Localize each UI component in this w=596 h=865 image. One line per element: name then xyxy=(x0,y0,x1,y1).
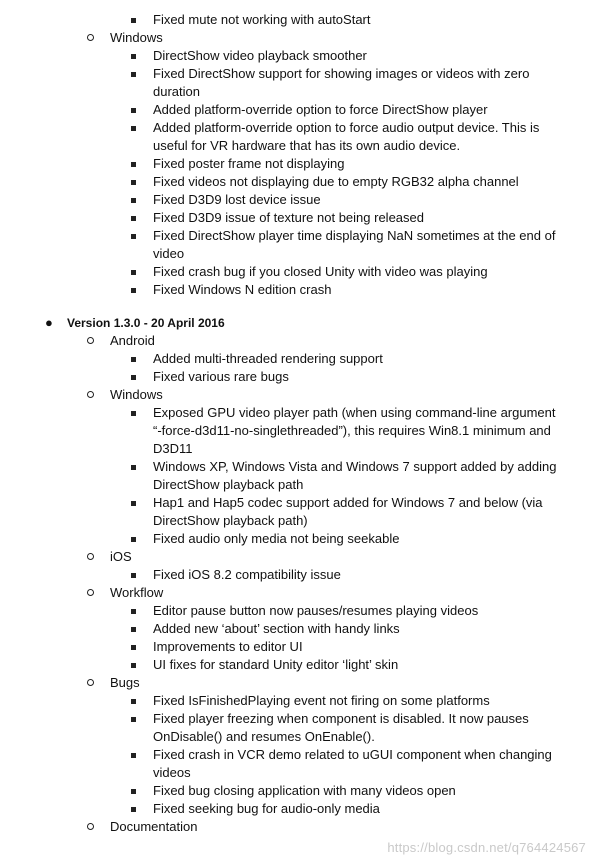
list-item xyxy=(0,191,596,209)
filled-square-bullet-icon xyxy=(131,162,136,167)
section-heading xyxy=(0,386,596,404)
item-text: Hap1 and Hap5 codec support added for Windows 7 and below (via DirectShow playback path) xyxy=(153,495,543,528)
filled-square-bullet-icon xyxy=(131,717,136,722)
list-item xyxy=(0,350,596,368)
list-item xyxy=(0,263,596,281)
item-text: Fixed mute not working with autoStart xyxy=(153,12,371,27)
filled-square-bullet-icon xyxy=(131,198,136,203)
section-heading xyxy=(0,674,596,692)
item-text: Fixed DirectShow support for showing images or videos with zero duration xyxy=(153,66,530,99)
section-heading xyxy=(0,818,596,836)
item-text: Improvements to editor UI xyxy=(153,639,303,654)
list-item xyxy=(0,281,596,299)
list-item xyxy=(0,404,596,458)
filled-square-bullet-icon xyxy=(131,126,136,131)
list-item xyxy=(0,746,596,782)
list-item xyxy=(0,566,596,584)
list-item xyxy=(0,155,596,173)
section-label: Android xyxy=(110,333,155,348)
list-item xyxy=(0,530,596,548)
open-circle-bullet-icon xyxy=(87,553,94,560)
item-text: Fixed seeking bug for audio-only media xyxy=(153,801,380,816)
section-workflow xyxy=(0,584,596,674)
filled-square-bullet-icon xyxy=(131,753,136,758)
filled-square-bullet-icon xyxy=(131,465,136,470)
item-text: Fixed D3D9 issue of texture not being released xyxy=(153,210,424,225)
list-item xyxy=(0,11,596,29)
item-text: Added multi-threaded rendering support xyxy=(153,351,383,366)
filled-square-bullet-icon xyxy=(131,573,136,578)
open-circle-bullet-icon xyxy=(87,34,94,41)
section-label: Windows xyxy=(110,387,163,402)
list-item xyxy=(0,65,596,101)
version-entry xyxy=(0,314,596,332)
item-text: Added platform-override option to force DirectShow player xyxy=(153,102,488,117)
section-documentation xyxy=(0,818,596,836)
section-bugs xyxy=(0,674,596,818)
list-item xyxy=(0,800,596,818)
item-text: Fixed player freezing when component is disabled. It now pauses OnDisable() and resumes OnEnable(). xyxy=(153,711,529,744)
open-circle-bullet-icon xyxy=(87,823,94,830)
section-label: Windows xyxy=(110,30,163,45)
item-text: Windows XP, Windows Vista and Windows 7 support added by adding DirectShow playback path xyxy=(153,459,557,492)
section-heading xyxy=(0,584,596,602)
section-android xyxy=(0,332,596,386)
filled-square-bullet-icon xyxy=(131,72,136,77)
filled-square-bullet-icon xyxy=(131,609,136,614)
version-heading: Version 1.3.0 - 20 April 2016 xyxy=(67,316,225,330)
filled-square-bullet-icon xyxy=(131,270,136,275)
item-text: Editor pause button now pauses/resumes playing videos xyxy=(153,603,479,618)
section-windows-prev xyxy=(0,29,596,47)
list-item xyxy=(0,602,596,620)
list-item xyxy=(0,710,596,746)
open-circle-bullet-icon xyxy=(87,337,94,344)
prev-windows-section xyxy=(0,29,596,47)
section-label: iOS xyxy=(110,549,132,564)
list-item xyxy=(0,620,596,638)
filled-square-bullet-icon xyxy=(131,180,136,185)
item-text: Fixed crash in VCR demo related to uGUI component when changing videos xyxy=(153,747,552,780)
filled-square-bullet-icon xyxy=(131,789,136,794)
section-label: Documentation xyxy=(110,819,198,834)
item-text: Fixed iOS 8.2 compatibility issue xyxy=(153,567,341,582)
open-circle-bullet-icon xyxy=(87,391,94,398)
item-text: Fixed DirectShow player time displaying NaN sometimes at the end of video xyxy=(153,228,556,261)
item-text: Fixed IsFinishedPlaying event not firing on some platforms xyxy=(153,693,490,708)
list-item xyxy=(0,494,596,530)
filled-square-bullet-icon xyxy=(131,108,136,113)
filled-square-bullet-icon xyxy=(131,357,136,362)
list-item xyxy=(0,458,596,494)
filled-square-bullet-icon xyxy=(131,375,136,380)
filled-square-bullet-icon xyxy=(131,54,136,59)
open-circle-bullet-icon xyxy=(87,589,94,596)
list-item xyxy=(0,173,596,191)
filled-square-bullet-icon xyxy=(131,18,136,23)
filled-square-bullet-icon xyxy=(131,627,136,632)
item-text: DirectShow video playback smoother xyxy=(153,48,367,63)
item-text: Added new ‘about’ section with handy links xyxy=(153,621,400,636)
prev-windows-items xyxy=(0,47,596,299)
watermark: https://blog.csdn.net/q764424567 xyxy=(387,840,586,855)
filled-square-bullet-icon xyxy=(131,216,136,221)
version-spacer xyxy=(0,299,596,314)
version-sections xyxy=(0,332,596,836)
item-text: Fixed bug closing application with many videos open xyxy=(153,783,456,798)
filled-circle-bullet-icon: ● xyxy=(45,315,53,330)
list-item xyxy=(0,638,596,656)
item-text: Added platform-override option to force audio output device. This is useful for VR hardware that has its own audio device. xyxy=(153,120,540,153)
item-text: UI fixes for standard Unity editor ‘light’ skin xyxy=(153,657,399,672)
filled-square-bullet-icon xyxy=(131,645,136,650)
filled-square-bullet-icon xyxy=(131,663,136,668)
list-item xyxy=(0,227,596,263)
section-heading xyxy=(0,332,596,350)
list-item xyxy=(0,209,596,227)
item-text: Fixed poster frame not displaying xyxy=(153,156,345,171)
changelog xyxy=(0,11,596,836)
list-item xyxy=(0,47,596,65)
filled-square-bullet-icon xyxy=(131,288,136,293)
list-item xyxy=(0,119,596,155)
list-item xyxy=(0,656,596,674)
open-circle-bullet-icon xyxy=(87,679,94,686)
item-text: Fixed Windows N edition crash xyxy=(153,282,332,297)
version-list xyxy=(0,314,596,332)
item-text: Fixed audio only media not being seekable xyxy=(153,531,400,546)
item-text: Fixed videos not displaying due to empty RGB32 alpha channel xyxy=(153,174,519,189)
section-label: Bugs xyxy=(110,675,140,690)
filled-square-bullet-icon xyxy=(131,699,136,704)
list-item xyxy=(0,692,596,710)
section-heading xyxy=(0,548,596,566)
section-label: Workflow xyxy=(110,585,164,600)
item-text: Fixed various rare bugs xyxy=(153,369,289,384)
list-item xyxy=(0,101,596,119)
list-item xyxy=(0,368,596,386)
filled-square-bullet-icon xyxy=(131,807,136,812)
section-windows xyxy=(0,386,596,548)
filled-square-bullet-icon xyxy=(131,234,136,239)
item-text: Fixed crash bug if you closed Unity with video was playing xyxy=(153,264,488,279)
prev-android-items xyxy=(0,11,596,29)
filled-square-bullet-icon xyxy=(131,411,136,416)
item-text: Exposed GPU video player path (when using command-line argument “-force-d3d11-no-singlethreaded”), this requires Win8.1 minimum and D3D11 xyxy=(153,405,556,456)
item-text: Fixed D3D9 lost device issue xyxy=(153,192,321,207)
filled-square-bullet-icon xyxy=(131,501,136,506)
section-ios xyxy=(0,548,596,584)
filled-square-bullet-icon xyxy=(131,537,136,542)
list-item xyxy=(0,782,596,800)
